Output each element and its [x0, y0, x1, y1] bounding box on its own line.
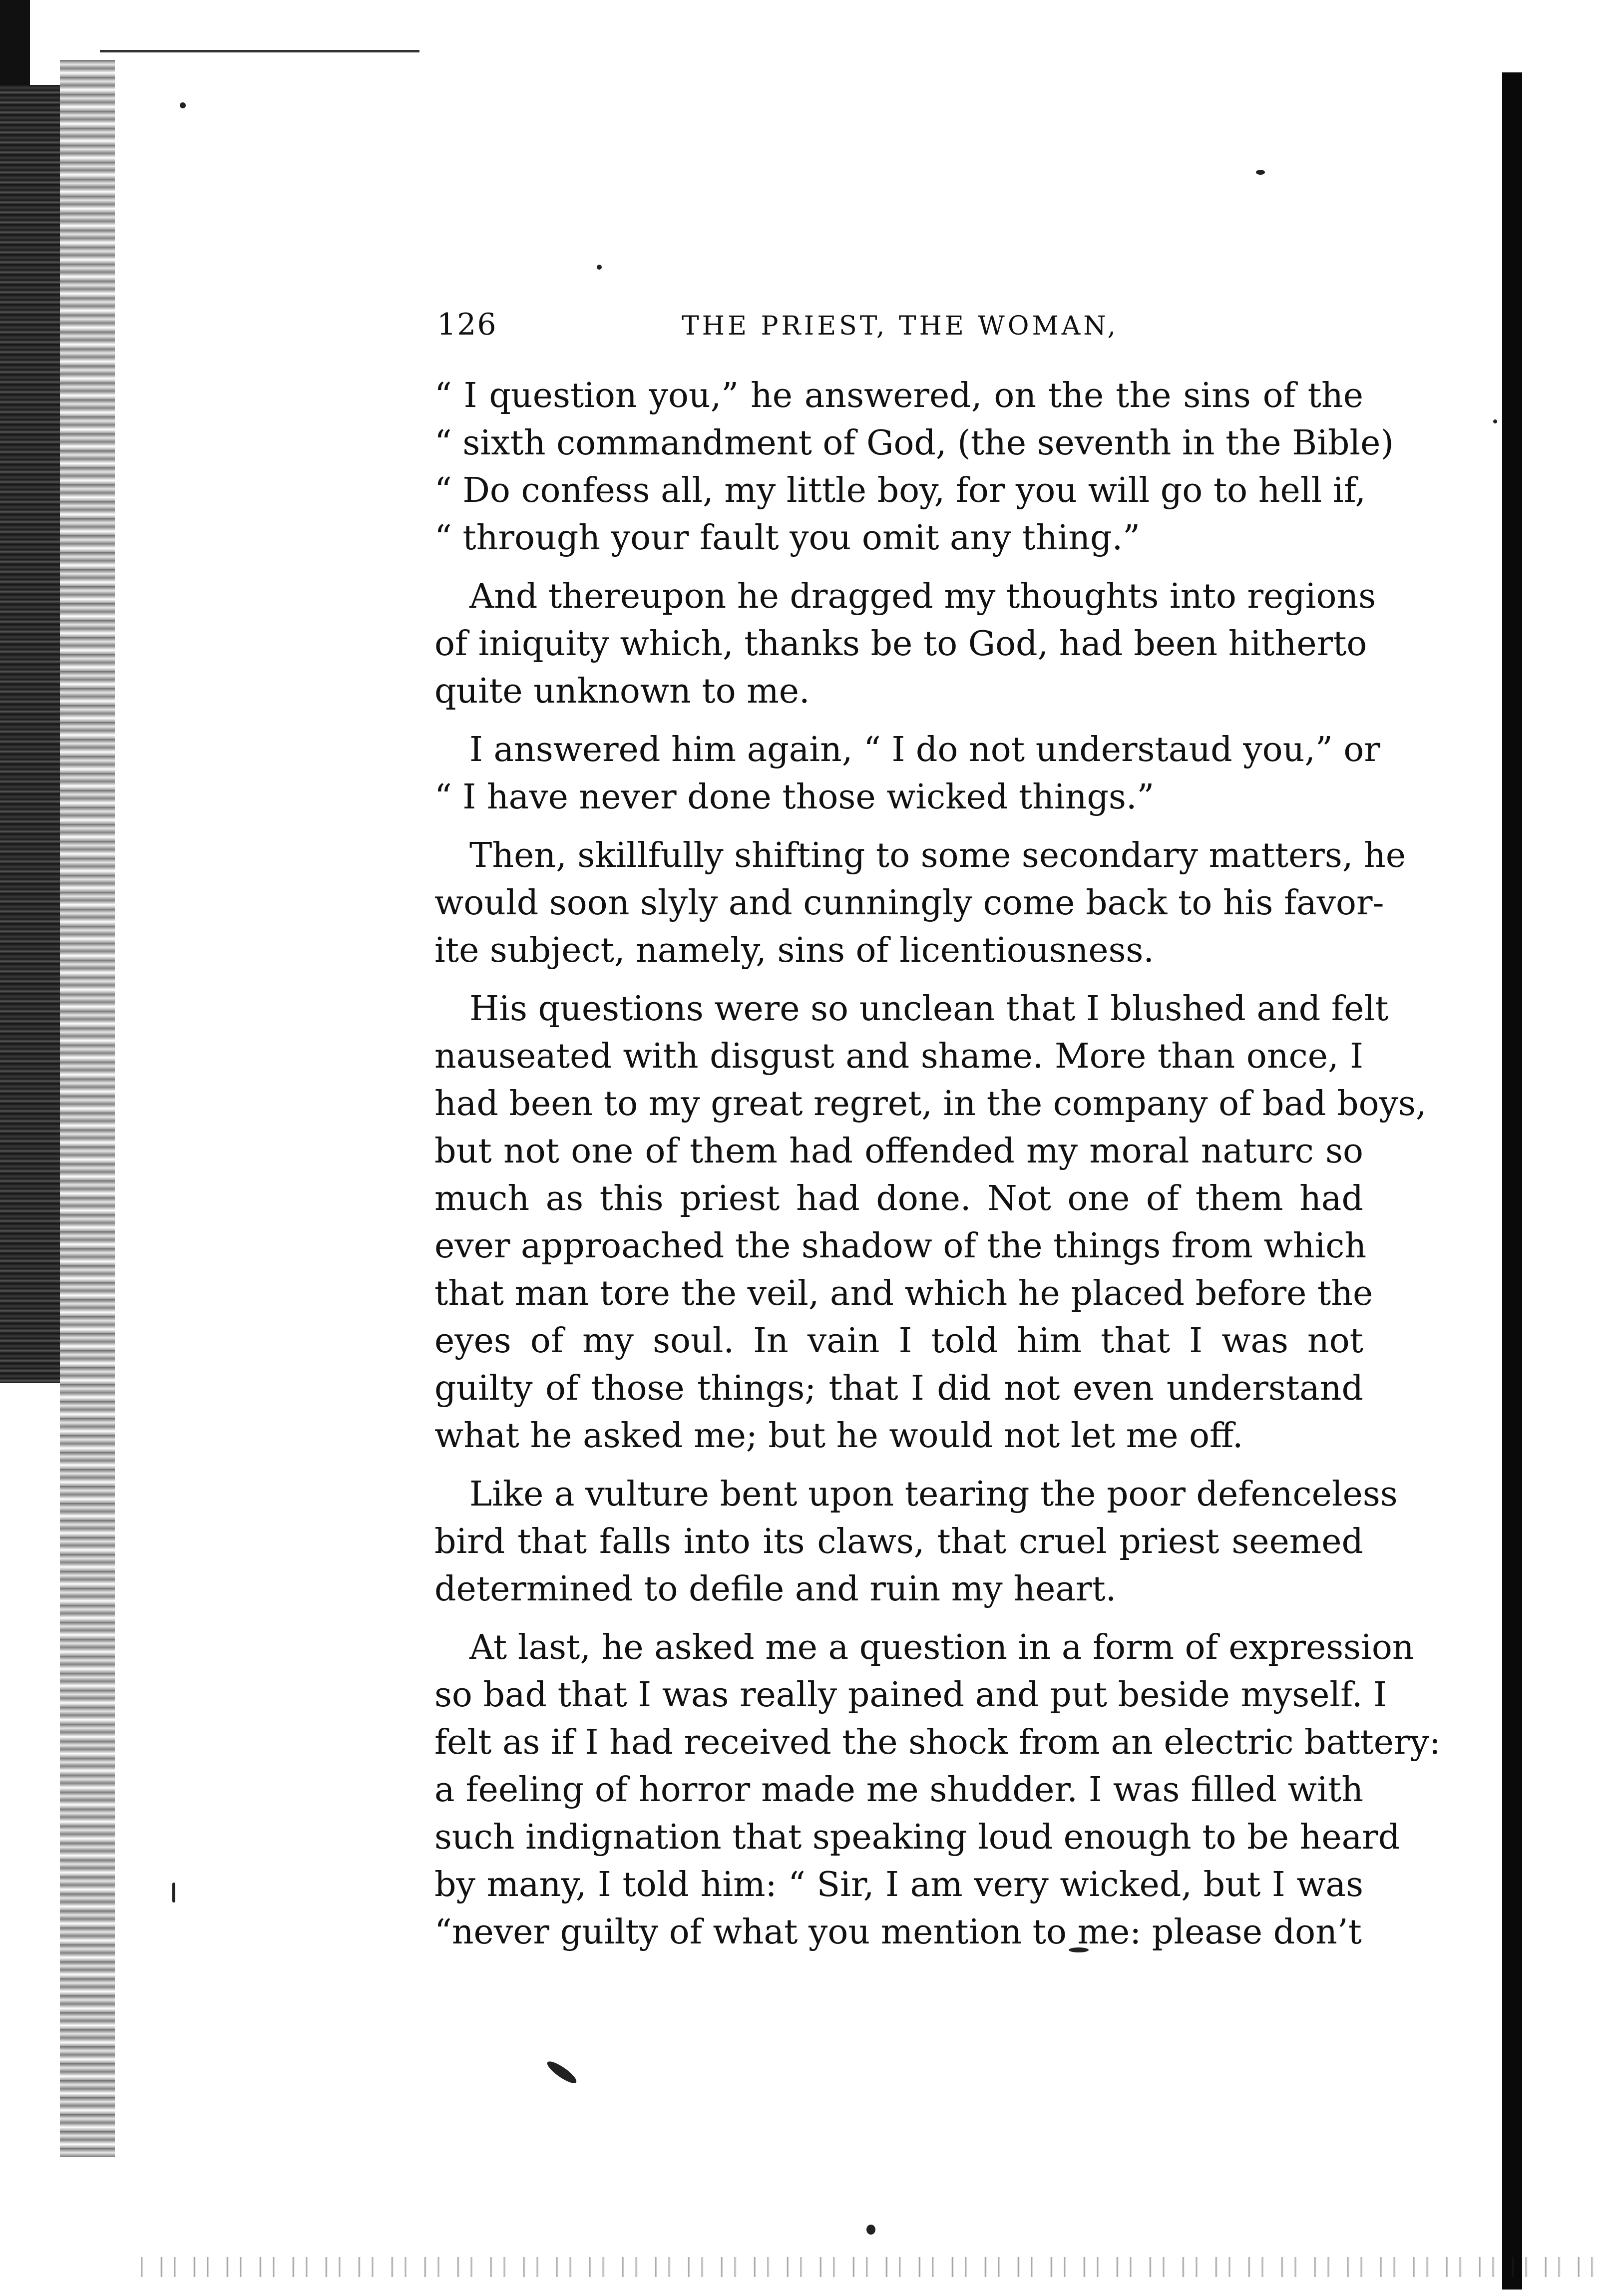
text-line: His questions were so unclean that I blushed and felt: [469, 989, 1389, 1029]
paragraph: [434, 1624, 1441, 1956]
text-line: that man tore the veil, and which he placed before the: [434, 1274, 1373, 1313]
page-header: [437, 307, 1371, 362]
text-line: nauseated with disgust and shame. More than once, I: [434, 1037, 1363, 1076]
text-line: a feeling of horror made me shudder. I was filled with: [434, 1770, 1363, 1810]
text-line: felt as if I had received the shock from an electric battery:: [434, 1723, 1441, 1762]
text-line: ite subject, namely, sins of licentiousness.: [434, 931, 1154, 970]
scan-edge-shadow: [0, 0, 135, 2296]
text-line: such indignation that speaking loud enough to be heard: [434, 1818, 1400, 1857]
text-line: of iniquity which, thanks be to God, had been hitherto: [434, 624, 1367, 664]
text-line: At last, he asked me a question in a form of expression: [469, 1628, 1414, 1667]
text-line: “ I have never done those wicked things.”: [434, 777, 1155, 817]
paragraph: [434, 985, 1427, 1460]
speck: [1493, 419, 1497, 423]
text-line: “never guilty of what you mention to me: please don’t: [434, 1913, 1362, 1952]
running-title: THE PRIEST, THE WOMAN,: [682, 311, 1119, 341]
text-line: eyes of my soul. In vain I told him that I was not: [434, 1321, 1363, 1361]
text-line: Like a vulture bent upon tearing the poor defenceless: [469, 1475, 1398, 1514]
body-text: [434, 372, 1441, 1967]
speck: [866, 2225, 875, 2235]
text-line: I answered him again, “ I do not understaud you,” or: [469, 730, 1380, 769]
text-line: Then, skillfully shifting to some secondary matters, he: [469, 836, 1406, 875]
text-line: “ I question you,” he answered, on the the sins of the: [434, 376, 1363, 415]
text-line: what he asked me; but he would not let me off.: [434, 1416, 1243, 1456]
text-line: would soon slyly and cunningly come back to his favor-: [434, 883, 1384, 923]
text-line: “ sixth commandment of God, (the seventh in the Bible): [434, 423, 1394, 463]
speck: [180, 102, 186, 108]
text-line: had been to my great regret, in the company of bad boys,: [434, 1084, 1427, 1124]
text-line: bird that falls into its claws, that cruel priest seemed: [434, 1522, 1363, 1561]
text-line: “ through your fault you omit any thing.”: [434, 518, 1140, 558]
text-line: ever approached the shadow of the things from which: [434, 1226, 1367, 1266]
speck: [597, 265, 602, 270]
text-line: but not one of them had offended my moral naturc so: [434, 1132, 1363, 1171]
speck: [545, 2058, 579, 2087]
speck: [172, 1883, 175, 1903]
paragraph: [434, 1471, 1398, 1613]
text-line: so bad that I was really pained and put beside myself. I: [434, 1675, 1387, 1715]
scan-right-rule: [1502, 72, 1522, 2290]
paragraph: [434, 372, 1394, 562]
text-line: “ Do confess all, my little boy, for you will go to hell if,: [434, 471, 1366, 510]
page-number: 126: [437, 307, 497, 342]
scan-bottom-noise: [130, 2257, 1608, 2277]
text-line: And thereupon he dragged my thoughts into regions: [469, 577, 1376, 616]
paragraph: [434, 726, 1380, 821]
paragraph: [434, 832, 1406, 974]
text-line: by many, I told him: “ Sir, I am very wicked, but I was: [434, 1865, 1363, 1905]
text-line: determined to defile and ruin my heart.: [434, 1569, 1117, 1609]
text-line: guilty of those things; that I did not even understand: [434, 1369, 1363, 1408]
speck: [1256, 170, 1265, 175]
text-line: quite unknown to me.: [434, 672, 810, 711]
paragraph: [434, 573, 1376, 715]
text-line: much as this priest had done. Not one of them had: [434, 1179, 1363, 1218]
